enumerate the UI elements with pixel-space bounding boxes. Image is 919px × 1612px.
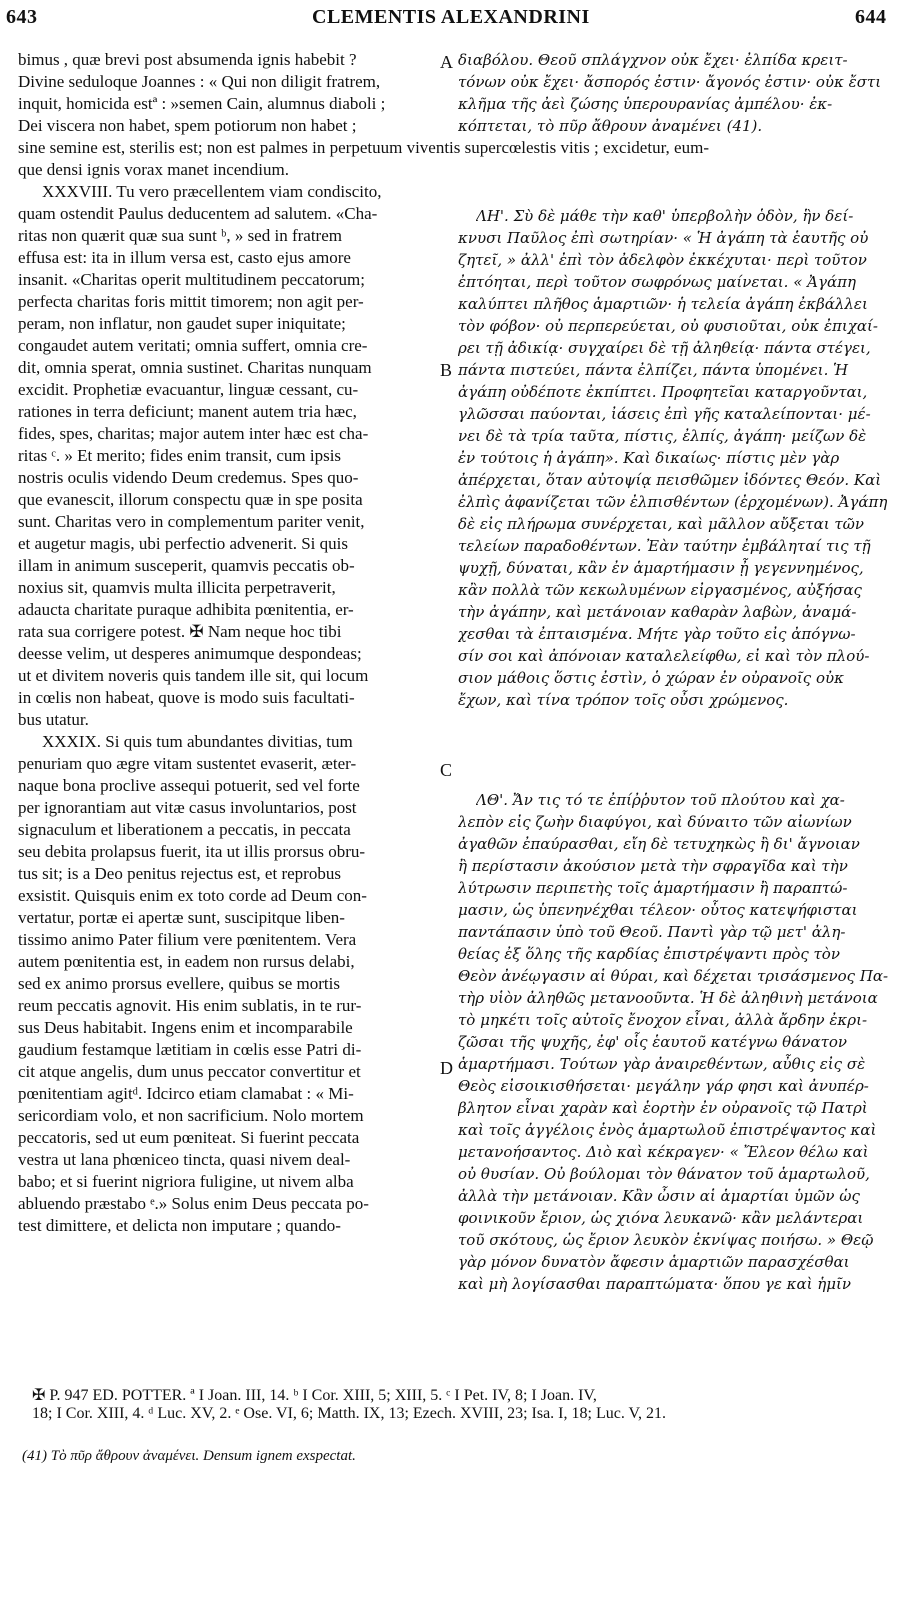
greek-line: τόνων οὐκ ἔχει· ἄσπορός ἐστιν· ἄγονός ἐστιν· οὐκ ἔστι [458,73,882,91]
latin-line: fides, spes, charitas; major autem inter hæc est cha- [18,424,369,443]
greek-line: ἐλπὶς ἀφανίζεται τῶν ἐλπισθέντων (ἐρχομένων). Ἀγάπη [458,493,888,511]
margin-marker: A [440,52,453,72]
greek-line: ἔχων, καὶ τίνα τρόπον τοῖς οὖσι χρώμενος. [458,691,789,709]
latin-line: ut et divitem noveris quis tandem ille sit, qui locum [18,666,369,685]
greek-line: Θεὸν ἀνέῳγασιν αἱ θύραι, καὶ δέχεται τρισάσμενος Πα- [458,967,889,985]
greek-line: ρει τῇ ἀδικίᾳ· συγχαίρει δὲ τῇ ἀληθείᾳ· πάντα στέγει, [458,339,871,357]
greek-line: βλητον εἶναι χαρὰν καὶ ἑορτὴν ἐν οὐρανοῖς τῷ Πατρὶ [458,1099,868,1117]
latin-line: tissimo animo Pater filium vere pœnitentem. Vera [18,930,357,949]
greek-line: ἁμαρτήμασι. Τούτων γὰρ ἀναιρεθέντων, αὖθις εἰς σὲ [458,1055,866,1073]
latin-line: seu debita prolapsus fuerit, ita ut illis prorsus obru- [18,842,366,861]
greek-line: γὰρ μόνον δυνατὸν ἄφεσιν ἁμαρτιῶν παρασχέσθαι [458,1253,850,1271]
latin-line: et augetur magis, ubi perfectio advenerit. Si quis [18,534,348,553]
latin-line: autem pœnitentia est, in eadem non rursus delabi, [18,952,355,971]
latin-line: bus utatur. [18,710,89,729]
greek-line: κνυσι Παῦλος ἐπὶ σωτηρίαν· « Ἡ ἀγάπη τὰ ἑαυτῆς οὐ [458,229,869,247]
latin-line: reum peccatis agnovit. His enim sublatis, in te rur- [18,996,362,1015]
greek-line: μασιν, ὡς ὑπενηνέχθαι τέλεον· οὗτος κατεψήφισται [458,901,858,919]
latin-line: quam ostendit Paulus deducentem ad salutem. «Cha- [18,204,378,223]
greek-line: διαβόλου. Θεοῦ σπλάγχνον οὐκ ἔχει· ἐλπίδα κρειτ- [458,51,848,69]
greek-line: δὲ εἰς πλήρωμα συνέρχεται, καὶ μᾶλλον αὔξεται τῶν [458,515,865,533]
latin-line: sunt. Charitas vero in complementum pariter venit, [18,512,365,531]
latin-line: sine semine est, sterilis est; non est palmes in perpetuum viventis supercœlestis vitis ; excidetur, eum- [18,138,709,157]
greek-line: Θεὸς εἰσοικισθήσεται· μεγάλην γάρ φησι καὶ ἀνυπέρ- [458,1077,869,1095]
latin-line: sed ex animo prorsus evellere, quibus se mortis [18,974,340,993]
greek-line: ζῶσαι τῆς ψυχῆς, ἐφ' οἷς ἑαυτοῦ κατέγνω θάνατον [458,1033,848,1051]
footnote-41: (41) Τὸ πῦρ ἄθρουν ἀναμένει. Densum ignem exspectat. [22,1448,356,1464]
greek-line: μετανοήσαντος. Διὸ καὶ κέκραγεν· « Ἔλεον θέλω καὶ [458,1143,869,1161]
latin-line: XXXIX. Si quis tum abundantes divitias, tum [42,732,353,751]
greek-line: κόπτεται, τὸ πῦρ ἄθρουν ἀναμένει (41). [458,117,763,135]
latin-line: sericordiam volo, et non sacrificium. Nolo mortem [18,1106,364,1125]
greek-line: νει δὲ τὰ τρία ταῦτα, πίστις, ἐλπίς, ἀγάπη· μείζων δὲ [458,427,867,445]
latin-line: vestra ut lana phœniceo tincta, quasi nivem deal- [18,1150,351,1169]
latin-line: in cœlis non habeat, quove is modo suis facultati- [18,688,355,707]
greek-line: ἀγάπη οὐδέποτε ἐκπίπτει. Προφητεῖαι καταργοῦνται, [458,383,868,401]
margin-marker: D [440,1058,453,1078]
greek-line: φοινικοῦν ἔριον, ὡς χιόνα λευκανῶ· κἂν μελάντεραι [458,1209,864,1227]
latin-line: excidit. Prophetiæ evacuantur, linguæ cessant, cu- [18,380,359,399]
latin-line: que densi ignis vorax manet incendium. [18,160,289,179]
latin-line: congaudet autem veritati; omnia suffert, omnia cre- [18,336,368,355]
greek-line: τὴν ἀγάπην, καὶ μετάνοιαν καθαρὰν λαβὼν, ἀναμά- [458,603,857,621]
greek-line: γλῶσσαι παύονται, ἰάσεις ἐπὶ γῆς καταλείπονται· μέ- [458,405,871,423]
latin-line: signaculum et liberationem a peccatis, in peccata [18,820,351,839]
latin-line: rata sua corrigere potest. ✠ Nam neque hoc tibi [18,622,342,641]
margin-marker: B [440,360,453,380]
latin-line: ritas ᶜ. » Et merito; fides enim transit, cum ipsis [18,446,342,465]
latin-line: Dei viscera non habet, spem potiorum non habet ; [18,116,357,135]
greek-line: σίν σοι καὶ ἀπόνοιαν καταλελείφθω, εἰ καὶ τὸν πλού- [458,647,870,665]
footnote-refs-line-2: 18; I Cor. XIII, 4. ᵈ Luc. XV, 2. ᵉ Ose. VI, 6; Matth. IX, 13; Ezech. XVIII, 23; Isa. I, 18; Luc. V, 21. [32,1405,667,1422]
greek-line: ΛΗ'. Σὺ δὲ μάθε τὴν καθ' ὑπερβολὴν ὁδὸν, ἣν δεί- [476,207,854,225]
latin-line: penuriam quo ægre vitam sustentet evaserit, æter- [18,754,357,773]
greek-line: κλῆμα τῆς ἀεὶ ζώσης ὑπερουρανίας ἀμπέλου· ἐκ- [458,95,833,113]
latin-line: adaucta charitate puraque adhibita pœnitentia, er- [18,600,354,619]
latin-line: XXXVIII. Tu vero præcellentem viam condiscito, [42,182,382,201]
latin-line: vertatur, portæ ei apertæ sunt, suscipitque liben- [18,908,345,927]
latin-line: peccatoris, sed ut eum pœniteat. Si fuerint peccata [18,1128,360,1147]
footnote-refs-line-1: ✠ P. 947 ED. POTTER. ª I Joan. III, 14. ᵇ I Cor. XIII, 5; XIII, 5. ᶜ I Pet. IV, 8; I Joan. IV, [32,1387,597,1404]
greek-line: τοῦ σκότους, ὡς ἔριον λευκὸν ἐκνίψας ποιήσω. » Θεῷ [458,1231,874,1249]
greek-line: τὸν φόβον· οὐ περπερεύεται, οὐ φυσιοῦται, οὐκ ἐπιχαί- [458,317,878,335]
greek-line: ἀλλὰ τὴν μετάνοιαν. Κἂν ὦσιν αἱ ἁμαρτίαι ὑμῶν ὡς [458,1187,860,1205]
latin-line: babo; et si fuerint nigriora fuligine, ut nivem alba [18,1172,354,1191]
latin-line: que evanescit, illorum conspectu quæ in spe posita [18,490,363,509]
greek-line: χεσθαι τὰ ἐπταισμένα. Μήτε γὰρ τοῦτο εἰς ἀπόγνω- [458,625,856,643]
latin-line: insanit. «Charitas operit multitudinem peccatorum; [18,270,366,289]
latin-line: sus Deus habitabit. Ingens enim et incomparabile [18,1018,353,1037]
latin-line: nostris oculis videndo Deum credemus. Spes quo- [18,468,359,487]
latin-line: dit, omnia sperat, omnia sustinet. Charitas nunquam [18,358,372,377]
latin-line: peram, non inflatur, non gaudet super iniquitate; [18,314,346,333]
greek-line: πάντα πιστεύει, πάντα ἐλπίζει, πάντα ὑπομένει. Ἡ [458,361,848,379]
greek-line: λύτρωσιν περιπετὴς τοῖς ἁμαρτήμασιν ἢ παραπτώ- [458,879,848,897]
latin-line: abluendo præstabo ᵉ.» Solus enim Deus peccata po- [18,1194,369,1213]
greek-line: ἐπτόηται, περὶ τοῦτον σωφρόνως μαίνεται. « Ἀγάπη [458,273,856,291]
latin-line: cit atque angelis, dum unus peccator convertitur et [18,1062,361,1081]
greek-line: ψυχῇ, δύναται, κἂν ἐν ἁμαρτήμασιν ᾖ γεγεννημένος, [458,559,864,577]
greek-line: τὴρ υἱὸν ἀληθῶς μετανοοῦντα. Ἡ δὲ ἀληθινὴ μετάνοια [458,989,878,1007]
greek-line: λεπὸν εἰς ζωὴν διαφύγοι, καὶ δύναιτο τῶν αἰωνίων [458,813,852,831]
left-page-number: 643 [6,6,38,28]
greek-line: ἀγαθῶν ἐπαύρασθαι, εἴη δὲ τετυχηκὼς ἢ δι' ἄγνοιαν [458,835,860,853]
latin-line: per ignorantiam aut vitæ casus involuntarios, post [18,798,357,817]
greek-line: τελείων παραδοθέντων. Ἐὰν ταύτην ἐμβάληταί τις τῇ [458,537,871,555]
greek-line: σιον μάθοις ὅστις ἐστὶν, ὁ χώραν ἐν οὐρανοῖς οὐκ [458,669,844,687]
latin-line: gaudium festamque lætitiam in cœlis esse Patri di- [18,1040,362,1059]
greek-line: ζητεῖ, » ἀλλ' ἐπὶ τὸν ἀδελφὸν ἐκκέχυται· περὶ τοῦτον [458,251,867,269]
greek-line: θείας ἐξ ὅλης τῆς καρδίας ἐπιστρέψαντι πρὸς τὸν [458,945,840,963]
right-page-number: 644 [855,6,887,28]
latin-line: noxius sit, quamvis multa illicita perpetraverit, [18,578,336,597]
latin-line: perfecta charitas foris mittit timorem; non agit per- [18,292,364,311]
latin-line: naque bona proclive assequi potuerit, sed vel forte [18,776,360,795]
latin-line: exsistit. Quisquis enim ex toto corde ad Deum con- [18,886,367,905]
latin-line: test dimittere, et delicta non imputare ; quando- [18,1216,341,1235]
latin-line: deesse velim, ut desperes animumque despondeas; [18,644,362,663]
greek-line: καλύπτει πλῆθος ἁμαρτιῶν· ἡ τελεία ἀγάπη ἐκβάλλει [458,295,868,313]
greek-line: ἢ περίστασιν ἀκούσιον μετὰ τὴν σφραγῖδα καὶ τὴν [458,857,848,875]
margin-marker: C [440,760,453,780]
latin-line: pœnitentiam agitᵈ. Idcirco etiam clamabat : « Mi- [18,1084,354,1103]
latin-line: Divine seduloque Joannes : « Qui non diligit fratrem, [18,72,381,91]
greek-line: κἂν πολλὰ τῶν κεκωλυμένων εἰργασμένος, αὐξήσας [458,581,862,599]
greek-line: καὶ τοῖς ἀγγέλοις ἑνὸς ἁμαρτωλοῦ ἐπιστρέψαντος καὶ [458,1121,877,1139]
greek-line: τὸ μηκέτι τοῖς αὐτοῖς ἔνοχον εἶναι, ἀλλὰ ἄρδην ἐκρι- [458,1011,868,1029]
latin-line: ritas non quærit quæ sua sunt ᵇ, » sed in fratrem [18,226,342,245]
greek-line: ΛΘ'. Ἄν τις τό τε ἐπίῤῥυτον τοῦ πλούτου καὶ χα- [476,791,845,809]
latin-line: inquit, homicida estª : »semen Cain, alumnus diaboli ; [18,94,386,113]
greek-line: ἀπέρχεται, ὅταν αὐτοψίᾳ πεισθῶμεν ἰδόντες Θεόν. Καὶ [458,471,882,489]
running-title: CLEMENTIS ALEXANDRINI [312,6,590,28]
greek-line: οὐ θυσίαν. Οὐ βούλομαι τὸν θάνατον τοῦ ἁμαρτωλοῦ, [458,1165,870,1183]
latin-line: illam in animum susceperit, quamvis peccatis ob- [18,556,355,575]
greek-line: καὶ μὴ λογίσασθαι παραπτώματα· ὅπου γε καὶ ἡμῖν [458,1275,852,1293]
greek-line: παντάπασιν ὑπὸ τοῦ Θεοῦ. Παντὶ γὰρ τῷ μετ' ἀλη- [458,923,846,941]
greek-line: ἐν τούτοις ἡ ἀγάπη». Καὶ δικαίως· πίστις μὲν γὰρ [458,449,840,467]
latin-line: effusa est: ita in illum versa est, casto ejus amore [18,248,351,267]
latin-line: bimus , quæ brevi post absumenda ignis habebit ? [18,50,357,69]
latin-line: rationes in terra deficiunt; manent autem tria hæc, [18,402,357,421]
latin-line: tus sit; is a Deo penitus rejectus est, et reprobus [18,864,341,883]
